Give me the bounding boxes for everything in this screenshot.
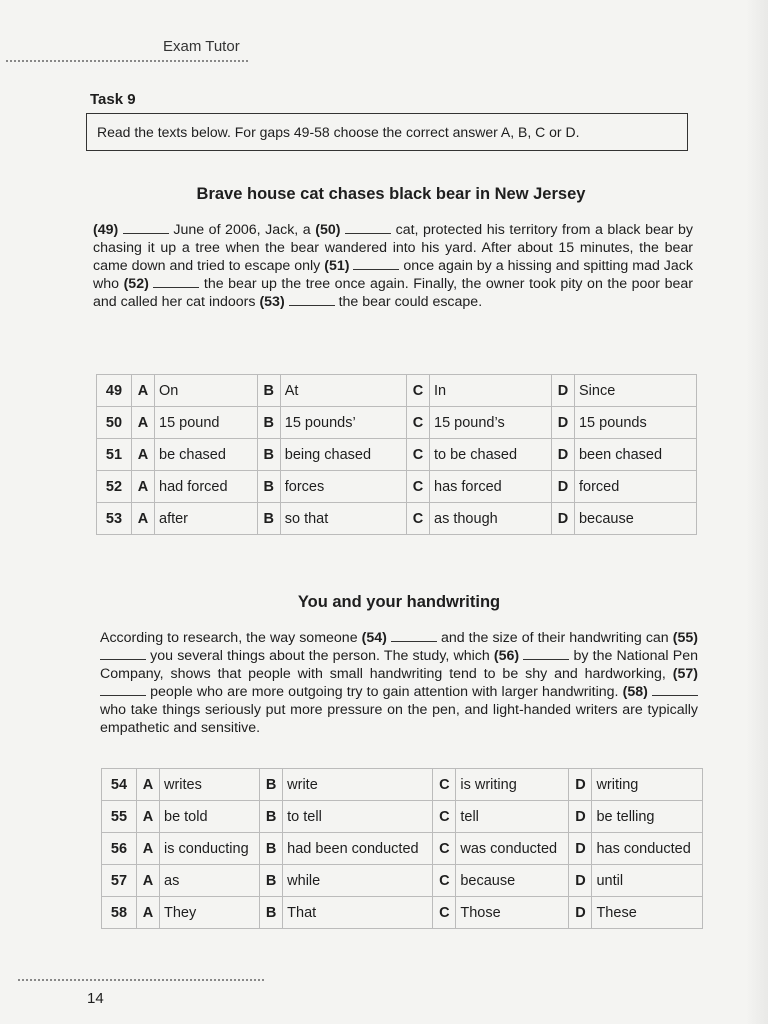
gap-55: (55) [672, 630, 698, 646]
option-a: as [160, 865, 260, 897]
question-number: 53 [97, 503, 132, 535]
option-letter-d: D [569, 833, 592, 865]
option-b: At [280, 375, 406, 407]
blank-51 [353, 257, 399, 270]
option-letter-d: D [551, 503, 574, 535]
option-letter-c: C [433, 833, 456, 865]
table-row [102, 833, 703, 865]
question-number: 51 [97, 439, 132, 471]
table-row [97, 439, 697, 471]
option-letter-c: C [407, 503, 430, 535]
footer-dotted-line [18, 979, 264, 981]
option-letter-c: C [433, 865, 456, 897]
table-row [102, 769, 703, 801]
option-letter-a: A [132, 407, 155, 439]
text2-title: You and your handwriting [297, 593, 501, 611]
text1-segment-3: once again by a hissing and spitting mad Jack who [93, 258, 693, 292]
blank-55 [100, 647, 146, 660]
text1-segment-1: June of 2006, Jack, a [173, 222, 311, 238]
option-letter-d: D [569, 865, 592, 897]
question-number: 55 [102, 801, 137, 833]
option-c: was conducted [456, 833, 569, 865]
answer-table-1 [96, 374, 697, 535]
option-d: 15 pounds [574, 407, 696, 439]
option-letter-d: D [551, 375, 574, 407]
option-d: has conducted [592, 833, 703, 865]
option-b: being chased [280, 439, 406, 471]
gap-56: (56) [493, 648, 520, 664]
option-letter-d: D [551, 439, 574, 471]
table-row [102, 801, 703, 833]
option-letter-a: A [137, 769, 160, 801]
option-c: as though [430, 503, 552, 535]
option-c: tell [456, 801, 569, 833]
option-c: because [456, 865, 569, 897]
option-letter-d: D [569, 801, 592, 833]
option-letter-b: B [257, 503, 280, 535]
option-d: until [592, 865, 703, 897]
option-b: to tell [283, 801, 433, 833]
option-a: be told [160, 801, 260, 833]
gap-51: (51) [324, 258, 350, 274]
text2-segment-1: According to research, the way someone [100, 630, 358, 646]
option-d: be telling [592, 801, 703, 833]
option-a: They [160, 897, 260, 929]
option-letter-b: B [260, 833, 283, 865]
question-number: 58 [102, 897, 137, 929]
table-row [97, 471, 697, 503]
option-letter-c: C [407, 375, 430, 407]
option-letter-c: C [407, 439, 430, 471]
option-b: write [283, 769, 433, 801]
option-letter-a: A [132, 503, 155, 535]
option-a: On [155, 375, 258, 407]
option-letter-d: D [551, 471, 574, 503]
option-letter-b: B [257, 439, 280, 471]
option-letter-c: C [433, 897, 456, 929]
option-letter-b: B [260, 769, 283, 801]
text1-segment-5: the bear could escape. [338, 294, 483, 310]
option-letter-d: D [569, 897, 592, 929]
option-c: 15 pound’s [430, 407, 552, 439]
option-a: writes [160, 769, 260, 801]
question-number: 57 [102, 865, 137, 897]
text2-segment-6: who take things seriously put more pressure on the pen, and light-handed writers are typically empathetic and sensitive. [100, 702, 698, 736]
option-a: be chased [155, 439, 258, 471]
option-a: is conducting [160, 833, 260, 865]
blank-49 [123, 221, 169, 234]
option-letter-a: A [132, 471, 155, 503]
table-row [102, 865, 703, 897]
header-dotted-line [6, 60, 248, 62]
option-a: 15 pound [155, 407, 258, 439]
text2-segment-4: by the National Pen Company, shows that people with small handwriting tend to be shy and hardworking, [100, 648, 698, 682]
option-d: been chased [574, 439, 696, 471]
blank-50 [345, 221, 391, 234]
option-b: That [283, 897, 433, 929]
option-letter-b: B [257, 407, 280, 439]
option-b: while [283, 865, 433, 897]
option-letter-b: B [260, 801, 283, 833]
page-number: 14 [87, 990, 104, 1007]
blank-53 [289, 293, 335, 306]
option-d: forced [574, 471, 696, 503]
question-number: 54 [102, 769, 137, 801]
option-letter-a: A [137, 801, 160, 833]
text1-segment-4: the bear up the tree once again. Finally, the owner took pity on the poor bear and called her cat indoors [93, 276, 693, 310]
question-number: 49 [97, 375, 132, 407]
option-b: had been conducted [283, 833, 433, 865]
option-d: because [574, 503, 696, 535]
option-b: forces [280, 471, 406, 503]
option-letter-c: C [407, 407, 430, 439]
option-letter-d: D [551, 407, 574, 439]
text2-segment-5: people who are more outgoing try to gain attention with larger handwriting. [150, 684, 619, 700]
option-letter-c: C [407, 471, 430, 503]
instruction-text: Read the texts below. For gaps 49-58 choose the correct answer A, B, C or D. [97, 124, 580, 140]
option-c: has forced [430, 471, 552, 503]
blank-56 [523, 647, 569, 660]
option-letter-a: A [132, 439, 155, 471]
option-letter-b: B [257, 375, 280, 407]
gap-52: (52) [123, 276, 149, 292]
text2-paragraph [100, 629, 698, 737]
option-c: Those [456, 897, 569, 929]
blank-52 [153, 275, 199, 288]
option-letter-c: C [433, 769, 456, 801]
text2-segment-3: you several things about the person. The study, which [150, 648, 490, 664]
option-d: These [592, 897, 703, 929]
option-letter-d: D [569, 769, 592, 801]
option-letter-a: A [137, 833, 160, 865]
gap-53: (53) [259, 294, 285, 310]
gap-54: (54) [361, 630, 387, 646]
question-number: 52 [97, 471, 132, 503]
option-c: is writing [456, 769, 569, 801]
question-number: 50 [97, 407, 132, 439]
text1-title: Brave house cat chases black bear in New Jersey [196, 185, 586, 203]
option-c: to be chased [430, 439, 552, 471]
text1-paragraph [93, 221, 693, 311]
table-row [97, 375, 697, 407]
option-d: Since [574, 375, 696, 407]
gap-58: (58) [622, 684, 648, 700]
answer-table-2 [101, 768, 703, 929]
page-edge-shadow [746, 0, 768, 1024]
blank-54 [391, 629, 437, 642]
option-d: writing [592, 769, 703, 801]
option-letter-a: A [137, 897, 160, 929]
instruction-box [86, 113, 688, 151]
table-row [97, 503, 697, 535]
gap-49: (49) [93, 222, 119, 238]
option-c: In [430, 375, 552, 407]
question-number: 56 [102, 833, 137, 865]
blank-58 [652, 683, 698, 696]
option-letter-b: B [260, 897, 283, 929]
option-letter-b: B [260, 865, 283, 897]
table-row [102, 897, 703, 929]
option-a: after [155, 503, 258, 535]
text1-segment-2: cat, protected his territory from a black bear by chasing it up a tree when the bear wandered into his yard. After about 15 minutes, the bear came down and tried to escape only [93, 222, 694, 274]
option-b: so that [280, 503, 406, 535]
blank-57 [100, 683, 146, 696]
option-letter-b: B [257, 471, 280, 503]
option-letter-a: A [137, 865, 160, 897]
text2-segment-2: and the size of their handwriting can [440, 630, 669, 646]
option-letter-a: A [132, 375, 155, 407]
header-title: Exam Tutor [163, 38, 240, 55]
table-row [97, 407, 697, 439]
gap-57: (57) [672, 666, 698, 682]
option-letter-c: C [433, 801, 456, 833]
option-a: had forced [155, 471, 258, 503]
gap-50: (50) [315, 222, 341, 238]
option-b: 15 pounds’ [280, 407, 406, 439]
task-label: Task 9 [90, 91, 136, 108]
